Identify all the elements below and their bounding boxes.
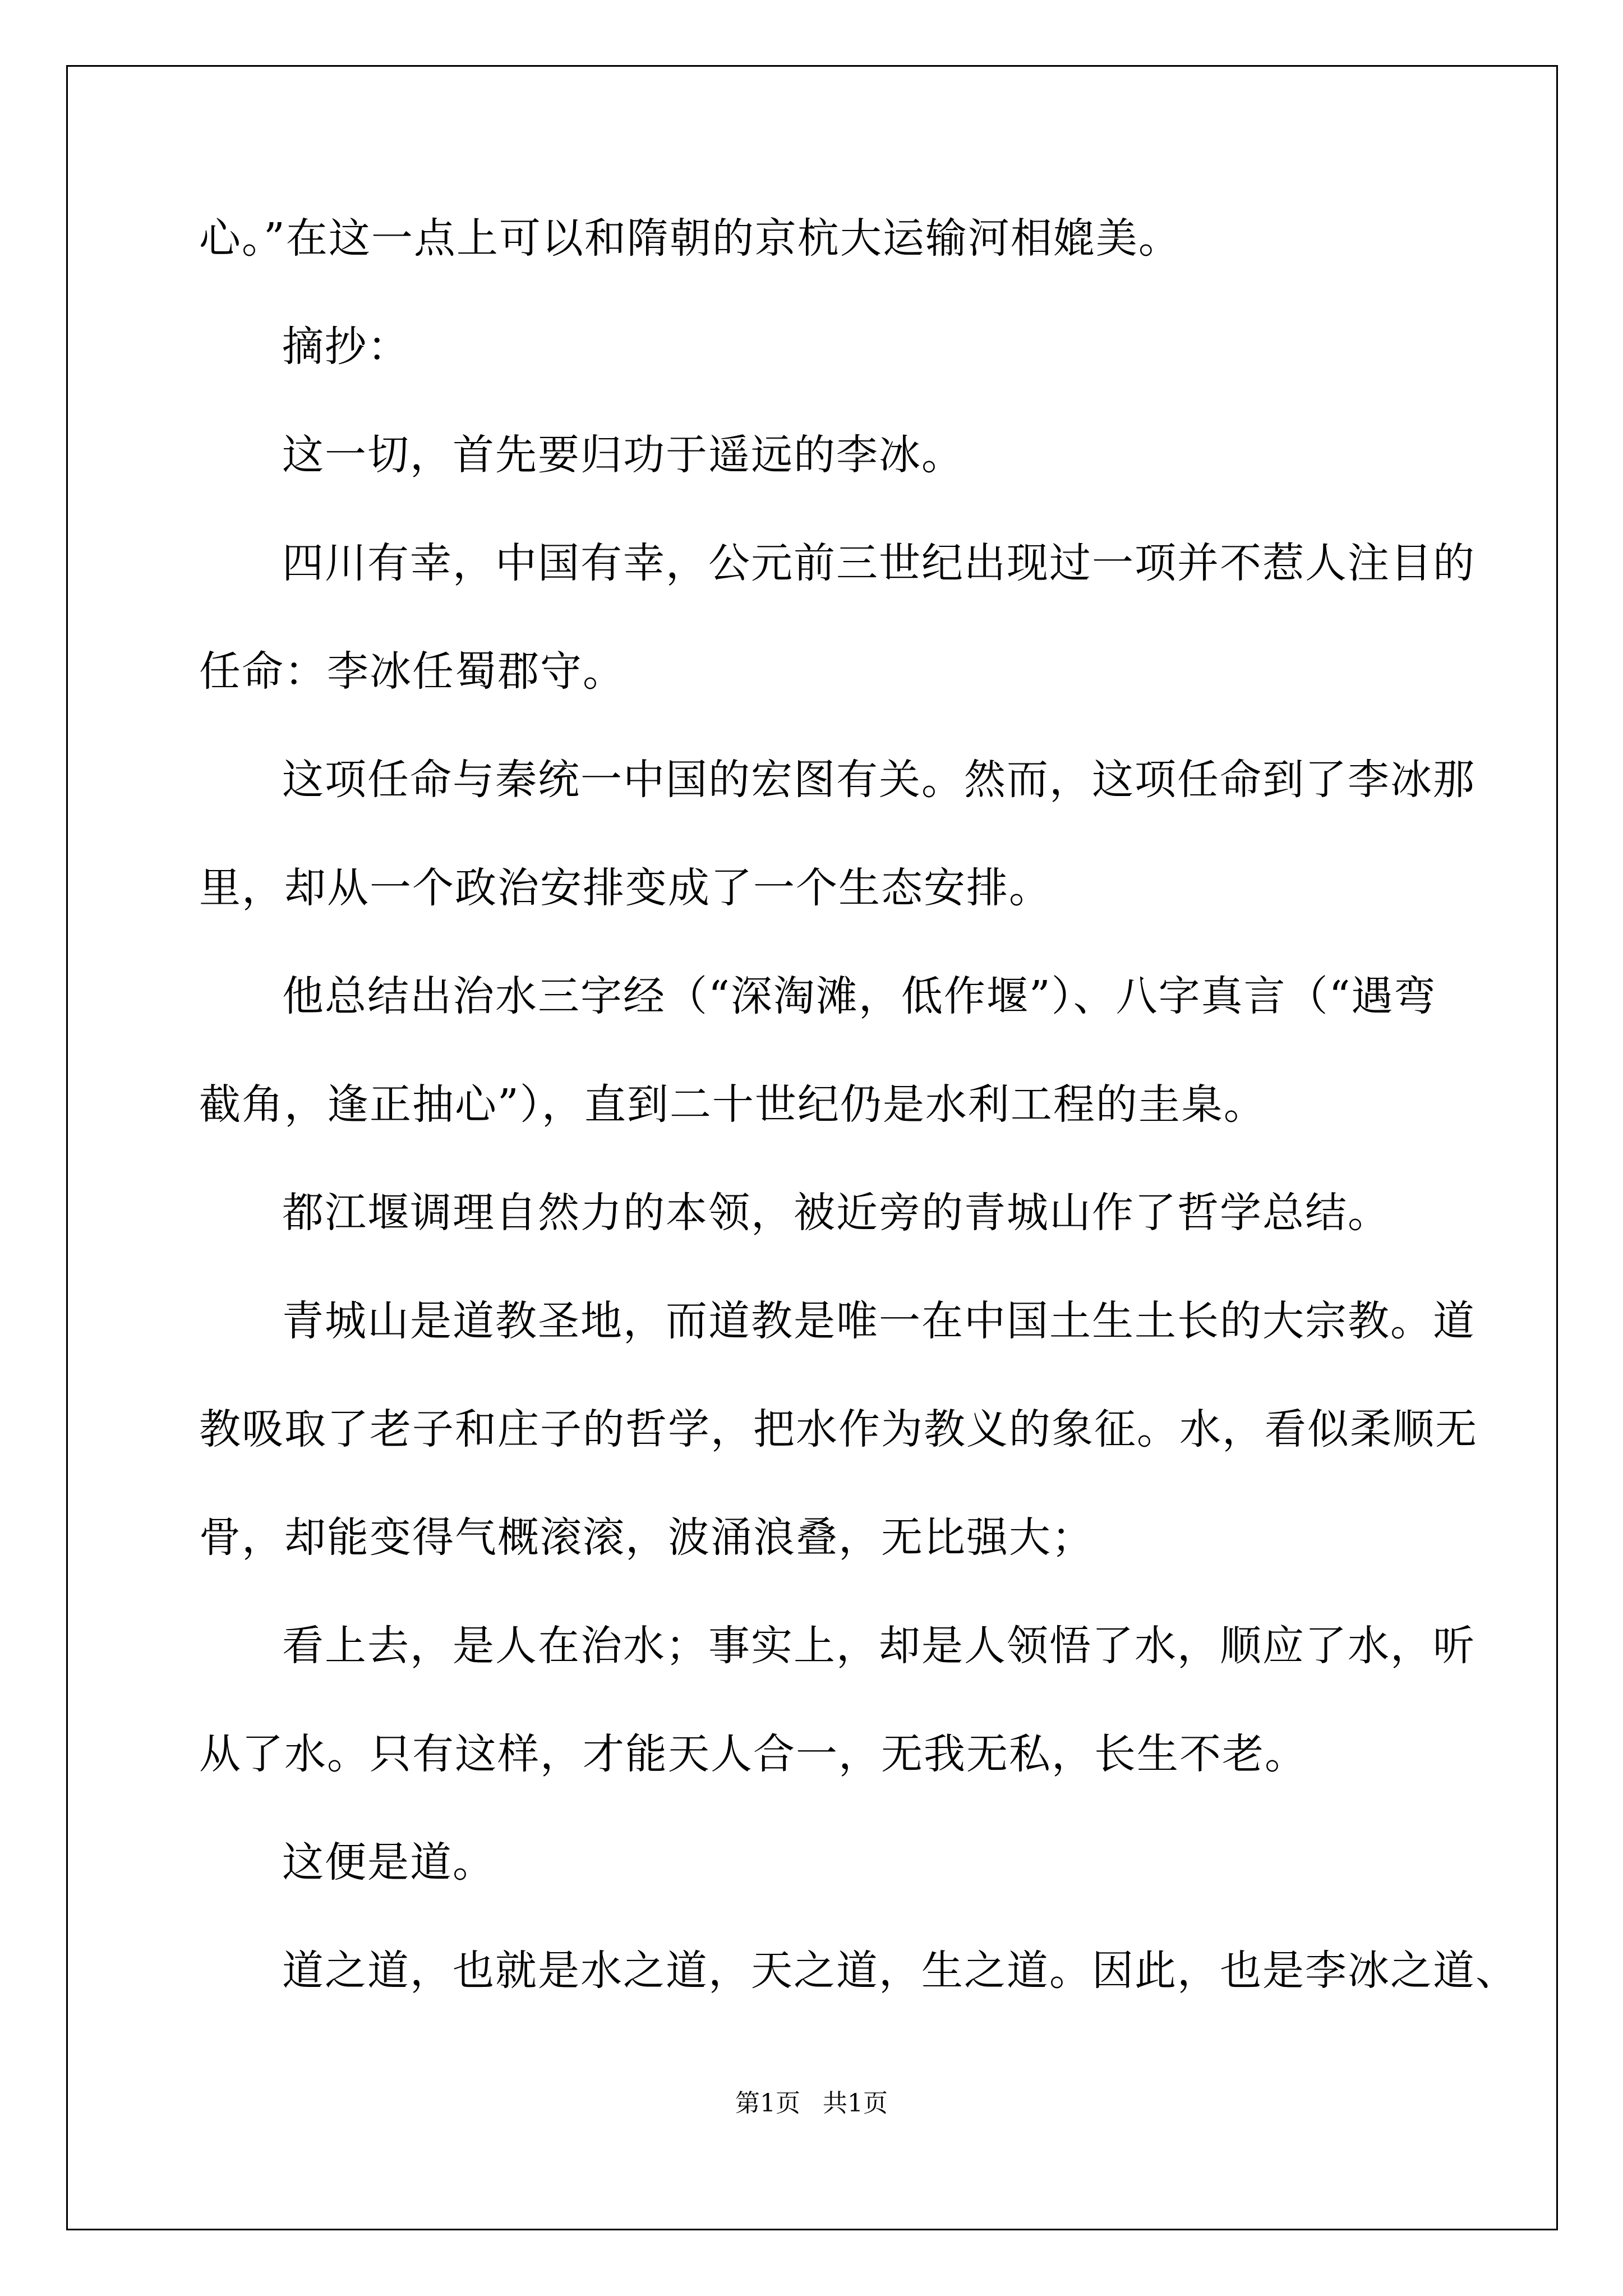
text-line-13: 骨，却能变得气概滚滚，波涌浪叠，无比强大； (199, 1513, 1094, 1562)
page-footer (0, 2088, 1623, 2119)
page-number-total: 共1页 (823, 2089, 888, 2118)
text-line-3: 这一切，首先要归功于遥远的李冰。 (282, 431, 964, 479)
text-line-11: 青城山是道教圣地，而道教是唯一在中国土生土长的大宗教。道 (282, 1297, 1476, 1345)
text-line-17: 道之道，也就是水之道，天之道，生之道。因此，也是李冰之道、 (282, 1947, 1518, 1995)
text-line-4: 四川有幸，中国有幸，公元前三世纪出现过一项并不惹人注目的 (282, 539, 1476, 587)
text-line-15: 从了水。只有这样，才能天人合一，无我无私，长生不老。 (199, 1730, 1307, 1778)
text-line-14: 看上去，是人在治水；事实上，却是人领悟了水，顺应了水，听 (282, 1622, 1476, 1670)
text-line-1: 心。”在这一点上可以和隋朝的京杭大运输河相媲美。 (199, 214, 1181, 263)
text-line-9: 截角，逢正抽心”），直到二十世纪仍是水利工程的圭臬。 (199, 1080, 1266, 1129)
text-line-10: 都江堰调理自然力的本领，被近旁的青城山作了哲学总结。 (282, 1189, 1390, 1237)
text-line-8: 他总结出治水三字经（“深淘滩，低作堰”）、八字真言（“遇弯 (282, 972, 1437, 1020)
text-line-6: 这项任命与秦统一中国的宏图有关。然而，这项任命到了李冰那 (282, 756, 1476, 804)
text-line-16: 这便是道。 (282, 1838, 495, 1887)
text-line-7: 里，却从一个政治安排变成了一个生态安排。 (199, 864, 1052, 912)
text-line-5: 任命：李冰任蜀郡守。 (199, 647, 625, 696)
page-border (66, 65, 1558, 2230)
text-line-12: 教吸取了老子和庄子的哲学，把水作为教义的象征。水，看似柔顺无 (199, 1405, 1478, 1453)
page-number-current: 第1页 (735, 2089, 800, 2118)
text-line-2: 摘抄： (282, 323, 410, 371)
